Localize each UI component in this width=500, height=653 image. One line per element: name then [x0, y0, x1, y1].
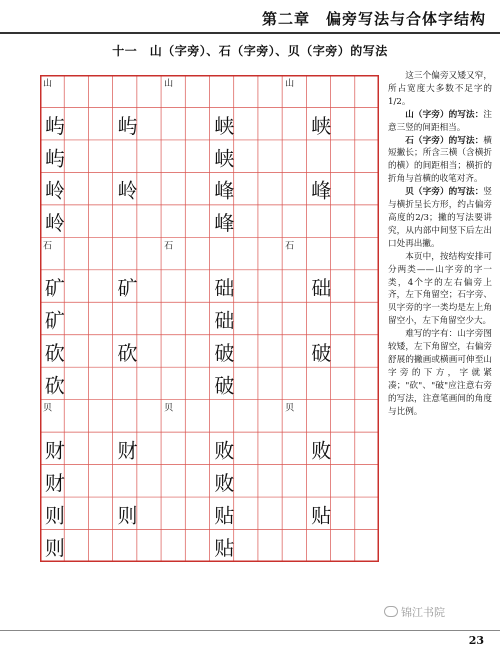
- radical-label: 贝: [285, 403, 295, 414]
- radical-label: 山: [285, 79, 295, 89]
- practice-character: 峰: [214, 178, 235, 203]
- notes-shan-label: 山（字旁）的写法：: [405, 109, 484, 120]
- radical-label: 山: [43, 79, 53, 89]
- practice-character: 峡: [214, 113, 235, 138]
- notes-shi-label: 石（字旁）的写法：: [405, 135, 484, 146]
- notes-shi-text: 横短撇长；所含三横（含横折的横）的间距相当；横折的折角与首横的收笔对齐。: [388, 135, 492, 185]
- section-title: 十一 山（字旁）、石（字旁）、贝（字旁）的写法: [112, 44, 388, 58]
- notes-column: [388, 70, 492, 418]
- practice-character: 财: [44, 438, 65, 463]
- practice-character: 屿: [44, 146, 65, 171]
- radical-label: 贝: [43, 403, 53, 414]
- practice-character: 破: [214, 373, 235, 398]
- practice-character: 则: [44, 503, 65, 528]
- practice-character: 础: [311, 276, 332, 301]
- wechat-icon: [384, 606, 398, 617]
- radical-label: 贝: [164, 403, 174, 414]
- practice-character: 财: [44, 470, 65, 495]
- notes-bei-text: 竖与横折呈长方形，约占偏旁高度的2/3；撇的写法要讲究，从内部中间竖下后左出口处再出撇。: [388, 187, 492, 249]
- practice-character: 贴: [214, 503, 235, 528]
- practice-character: 岭: [44, 211, 65, 236]
- practice-character: 岭: [117, 178, 138, 203]
- practice-character: 础: [214, 308, 235, 333]
- practice-character: 败: [214, 438, 235, 463]
- practice-character: 础: [214, 276, 235, 301]
- practice-character: 砍: [44, 341, 65, 366]
- practice-character: 岭: [44, 178, 65, 203]
- header-rule: [0, 32, 500, 34]
- practice-character: 峰: [214, 211, 235, 236]
- practice-character: 则: [44, 535, 65, 560]
- practice-character: 矿: [117, 276, 138, 301]
- page-number: 23: [468, 634, 484, 647]
- practice-character: 峡: [311, 113, 332, 138]
- practice-character: 破: [311, 341, 332, 366]
- practice-character: 矿: [44, 308, 65, 333]
- radical-label: 石: [164, 241, 174, 252]
- watermark-text: 锦江书院: [401, 606, 445, 619]
- notes-para2: 本页中，按结构安排可分两类——山字旁的字一类，4个字的左右偏旁上齐，左下角留空；石字旁、贝字旁的字一类均是左上角留空小，左下角留空少大。: [388, 251, 492, 327]
- practice-character: 矿: [44, 276, 65, 301]
- practice-character: 砍: [44, 373, 65, 398]
- practice-character: 砍: [117, 341, 138, 366]
- practice-character: 败: [311, 438, 332, 463]
- radical-label: 石: [285, 241, 295, 252]
- notes-intro: 这三个偏旁又矮又窄，所占宽度大多数不足字的1/2。: [388, 71, 492, 107]
- radical-label: 山: [164, 79, 174, 89]
- notes-shan: [388, 109, 492, 135]
- footer-rule: [0, 630, 500, 631]
- practice-character: 败: [214, 470, 235, 495]
- practice-character: 峡: [214, 146, 235, 171]
- practice-character: 财: [117, 438, 138, 463]
- practice-grid: [40, 75, 379, 562]
- notes-para3: 难写的字有：山字旁图较矮，左下角留空，右偏旁舒展的撇画或横画可伸至山字旁的下方，字就紧凑；"砍"、"破"应注意右旁的写法，注意笔画间的角度与比例。: [388, 329, 492, 417]
- practice-character: 峰: [311, 178, 332, 203]
- practice-character: 屿: [44, 113, 65, 138]
- notes-shi: [388, 135, 492, 187]
- practice-character: 破: [214, 341, 235, 366]
- notes-bei-label: 贝（字旁）的写法：: [405, 187, 484, 198]
- practice-character: 贴: [311, 503, 332, 528]
- practice-character: 屿: [117, 113, 138, 138]
- notes-bei: [388, 186, 492, 251]
- practice-character: 则: [117, 503, 138, 528]
- watermark: [384, 604, 445, 620]
- radical-label: 石: [43, 241, 53, 252]
- notes-shan-text: 注意三竖的间距相当。: [388, 109, 492, 133]
- chapter-title: 第二章 偏旁写法与合体字结构: [261, 10, 486, 28]
- practice-character: 贴: [214, 535, 235, 560]
